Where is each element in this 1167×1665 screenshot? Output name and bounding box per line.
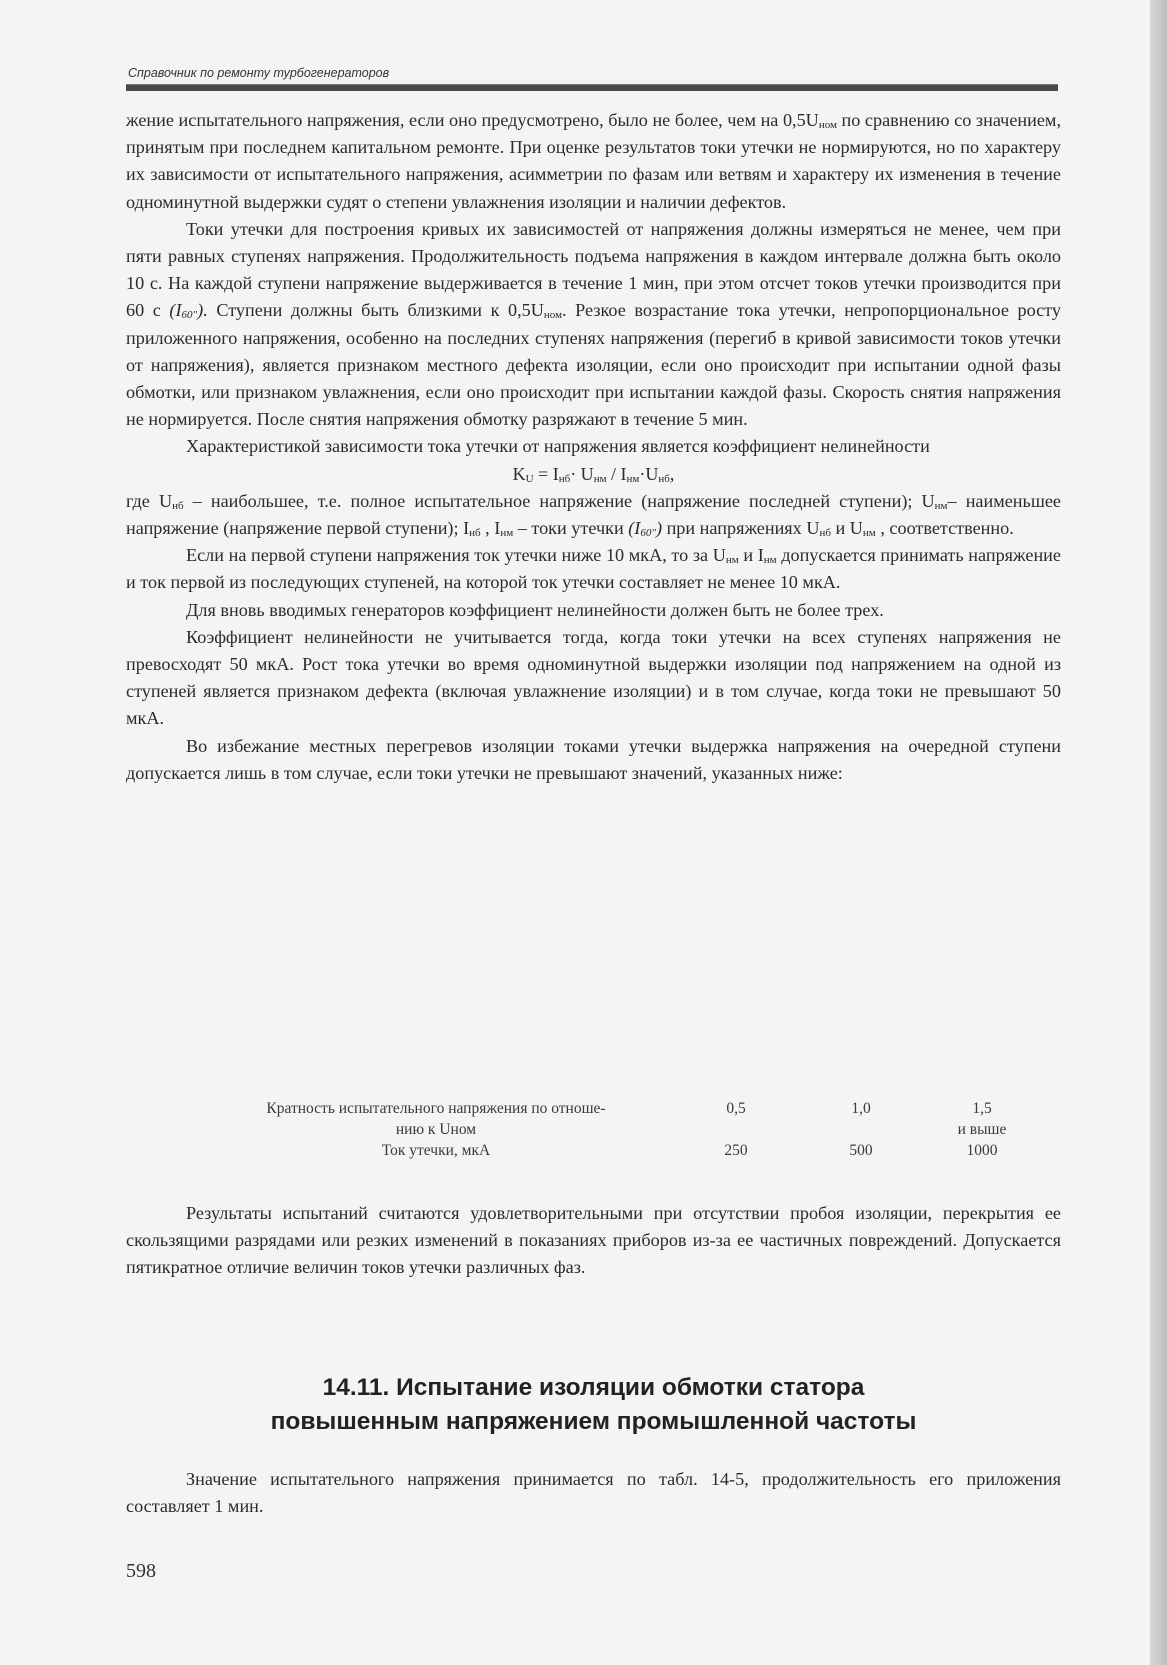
table-label-ratio: Кратность испытательного напряжения по отноше- нию к Uном bbox=[266, 1100, 606, 1138]
paragraph-7: Коэффициент нелинейности не учитывается тогда, когда токи утечки на всех ступенях напряжения не превосходят 50 мкА. Рост тока утечки во время одноминутной выдержки изоляции под напряжением на одной из ступеней является признаком дефекта (включая увлажнение изоляции) и в том случае, когда токи не превышают 50 мкА. bbox=[126, 626, 1061, 729]
table-cell: 500 bbox=[849, 1142, 873, 1159]
paragraph-4: где $U_{нб}$ – наибольшее, т.е. полное испытательное напряжение (напряжение последней ступени); $U_{нм}-$ наименьшее напряжение (напряжение первой ступени); $I_{нб}$ , $I_{нм}$ – токи утечки $(I_{60"})$ при напряжениях $U_{нб}$ и $U_{нм}$ , соответственно. bbox=[126, 490, 1061, 540]
table-cell: 1,5 и выше bbox=[957, 1100, 1007, 1138]
page-edge-shadow bbox=[1150, 0, 1167, 1665]
table-cell: 1,0 bbox=[851, 1100, 871, 1117]
header-rule bbox=[126, 84, 1058, 91]
results-paragraph: Результаты испытаний считаются удовлетворительными при отсутствии пробоя изоляции, перекрытия ее скользящими разрядами или резких изменений в показаниях приборов из-за ее частичных повреждений. Допускается пятикратное отличие величин токов утечки различных фаз. bbox=[126, 1203, 1061, 1278]
nonlinearity-formula: $K_U = I_{нб}\cdot U_{нм} / I_{нм}\cdot U_{нб}$, bbox=[512, 463, 675, 485]
section-heading: 14.11. Испытание изоляции обмотки статора повышенным напряжением промышленной частоты bbox=[270, 1374, 917, 1435]
paragraph-1: жение испытательного напряжения, если оно предусмотрено, было не более, чем на $0,5U_{ном}$ по сравнению со значением, принятым при последнем капитальном ремонте. При оценке результатов токи утечки не нормируются, но по характеру их зависимости от испытательного напряжения, асимметрии по фазам или ветвям и характеру их изменения в течение одноминутной выдержки судят о степени увлажнения изоляции и наличии дефектов. bbox=[126, 110, 1061, 212]
table-row-leakage-current bbox=[126, 1140, 1061, 1164]
leakage-limits-table bbox=[126, 1098, 1061, 1164]
paragraph-6: Для вновь вводимых генераторов коэффициент нелинейности должен быть не более трех. bbox=[186, 599, 884, 620]
running-head: Справочник по ремонту турбогенераторов bbox=[128, 66, 390, 80]
table-label-current: Ток утечки, мкА bbox=[381, 1142, 491, 1159]
body-text bbox=[126, 107, 1061, 787]
paragraph-8: Во избежание местных перегревов изоляции токами утечки выдержка напряжения на очередной ступени допускается лишь в том случае, если токи утечки не превышают значений, указанных ниже: bbox=[126, 735, 1061, 783]
paragraph-2: Токи утечки для построения кривых их зависимостей от напряжения должны измеряться не менее, чем при пяти равных ступенях напряжения. Продолжительность подъема напряжения в каждом интервале должна быть около 10 с. На каждой ступени напряжение выдерживается в течение 1 мин, при этом отсчет токов утечки производится при 60 с $(I_{60"})$. Ступени должны быть близкими к $0,5U_{ном}$. Резкое возрастание тока утечки, непропорциональное росту приложенного напряжения, особенно на последних ступенях напряжения (перегиб в кривой зависимости токов утечки от напряжения), является признаком местного дефекта изоляции, если оно происходит при испытании одной фазы обмотки, или признаком увлажнения, если оно происходит при испытании каждой фазы. Скорость снятия напряжения не нормируется. После снятия напряжения обмотку разряжают в течение 5 мин. bbox=[126, 218, 1061, 430]
paragraph-3: Характеристикой зависимости тока утечки от напряжения является коэффициент нелинейности bbox=[186, 436, 930, 457]
table-cell: 0,5 bbox=[726, 1100, 746, 1117]
table-cell: 250 bbox=[724, 1142, 748, 1159]
section-paragraph: Значение испытательного напряжения принимается по табл. 14-5, продолжительность его приложения составляет 1 мин. bbox=[126, 1469, 1061, 1517]
table-cell: 1000 bbox=[966, 1142, 998, 1159]
page-number: 598 bbox=[126, 1560, 156, 1582]
paragraph-5: Если на первой ступени напряжения ток утечки ниже 10 мкА, то за $U_{нм}$ и $I_{нм}$ допускается принимать напряжение и ток первой из последующих ступеней, на которой ток утечки составляет не менее 10 мкА. bbox=[126, 545, 1061, 593]
table-row-voltage-ratio bbox=[126, 1098, 1061, 1140]
